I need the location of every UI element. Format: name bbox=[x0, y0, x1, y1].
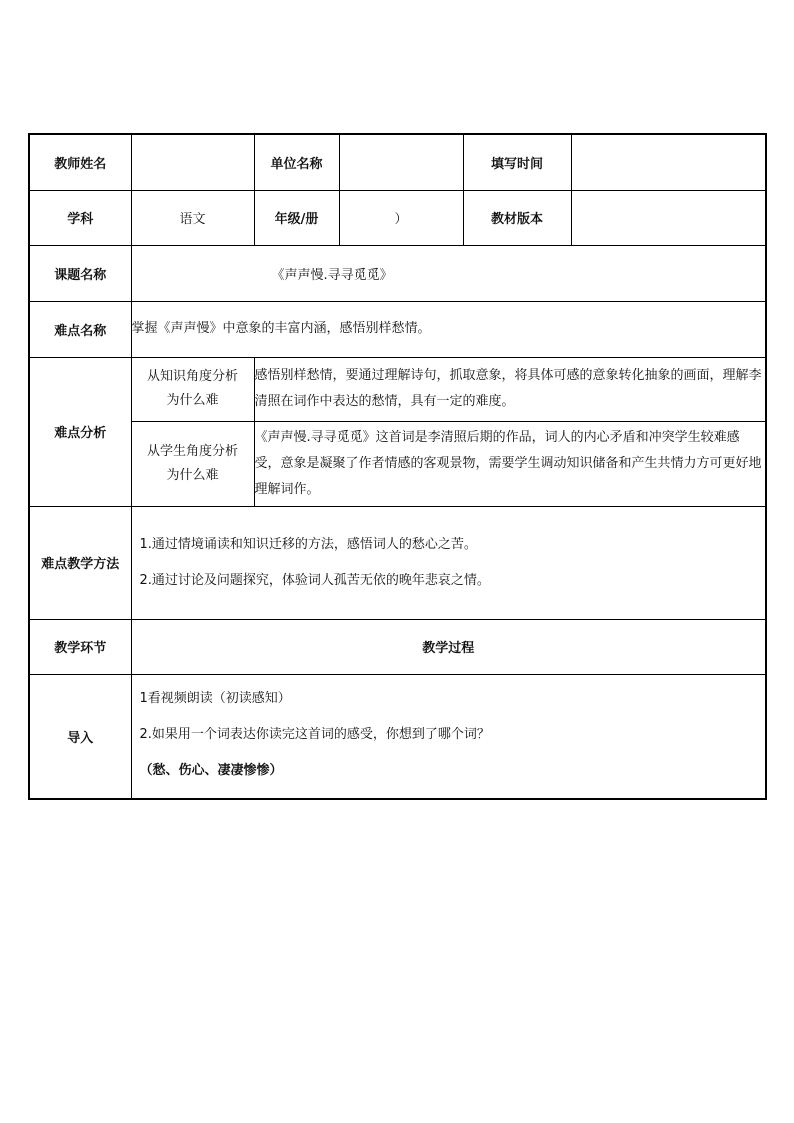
subject-label: 学科 bbox=[29, 190, 131, 245]
row-subject-info bbox=[29, 190, 766, 245]
analysis-label: 难点分析 bbox=[29, 357, 131, 506]
unit-name-label: 单位名称 bbox=[254, 134, 339, 190]
unit-name-cell[interactable] bbox=[339, 134, 463, 190]
method-item-2: 2.通过讨论及问题探究，体验词人孤苦无依的晚年悲哀之情。 bbox=[139, 572, 490, 588]
lesson-plan-document bbox=[28, 133, 765, 800]
intro-cell[interactable] bbox=[131, 674, 766, 799]
teaching-stage-label: 教学环节 bbox=[29, 619, 131, 674]
method-cell[interactable] bbox=[131, 506, 766, 619]
method-item-1: 1.通过情境诵读和知识迁移的方法，感悟词人的愁心之苦。 bbox=[139, 536, 477, 552]
fill-time-cell[interactable] bbox=[571, 134, 766, 190]
teaching-process-label: 教学过程 bbox=[131, 619, 766, 674]
student-angle-line2: 为什么难 bbox=[166, 467, 219, 483]
knowledge-angle-text[interactable]: 感悟别样愁情，要通过理解诗句，抓取意象，将具体可感的意象转化抽象的画面，理解李清照在词作中表达的愁情，具有一定的难度。 bbox=[254, 357, 766, 421]
row-intro bbox=[29, 674, 766, 799]
knowledge-angle-line2: 为什么难 bbox=[166, 393, 219, 408]
intro-line-1: 1看视频朗读（初读感知） bbox=[139, 690, 291, 706]
method-label: 难点教学方法 bbox=[29, 506, 131, 619]
difficulty-label: 难点名称 bbox=[29, 301, 131, 357]
fill-time-label: 填写时间 bbox=[463, 134, 571, 190]
difficulty-cell[interactable]: 掌握《声声慢》中意象的丰富内涵，感悟别样愁情。 bbox=[131, 301, 766, 357]
intro-label: 导入 bbox=[29, 674, 131, 799]
lesson-plan-table bbox=[28, 133, 767, 800]
row-method bbox=[29, 506, 766, 619]
row-topic bbox=[29, 245, 766, 301]
knowledge-angle-label bbox=[131, 357, 254, 421]
textbook-cell[interactable] bbox=[571, 190, 766, 245]
textbook-label: 教材版本 bbox=[463, 190, 571, 245]
intro-line-3: （愁、伤心、凄凄惨惨） bbox=[139, 762, 283, 778]
student-angle-line1: 从学生角度分析 bbox=[146, 443, 238, 459]
row-analysis-student bbox=[29, 421, 766, 506]
teacher-name-cell[interactable] bbox=[131, 134, 254, 190]
student-angle-label bbox=[131, 421, 254, 506]
teacher-name-label: 教师姓名 bbox=[29, 134, 131, 190]
topic-cell[interactable] bbox=[131, 245, 766, 301]
intro-line-2: 2.如果用一个词表达你读完这首词的感受，你想到了哪个词？ bbox=[139, 726, 490, 742]
subject-cell[interactable]: 语文 bbox=[131, 190, 254, 245]
topic-label: 课题名称 bbox=[29, 245, 131, 301]
grade-label: 年级/册 bbox=[254, 190, 339, 245]
row-process-header bbox=[29, 619, 766, 674]
student-angle-text[interactable]: 《声声慢.寻寻觅觅》这首词是李清照后期的作品，词人的内心矛盾和冲突学生较难感受，意象是凝聚了作者情感的客观景物，需要学生调动知识储备和产生共情力方可更好地理解词作。 bbox=[254, 421, 766, 506]
row-difficulty bbox=[29, 301, 766, 357]
row-teacher-info bbox=[29, 134, 766, 190]
grade-cell[interactable]: ） bbox=[339, 190, 463, 245]
knowledge-angle-line1: 从知识角度分析 bbox=[146, 369, 238, 384]
row-analysis-knowledge bbox=[29, 357, 766, 421]
topic-value: 《声声慢.寻寻觅觅》 bbox=[271, 267, 393, 283]
